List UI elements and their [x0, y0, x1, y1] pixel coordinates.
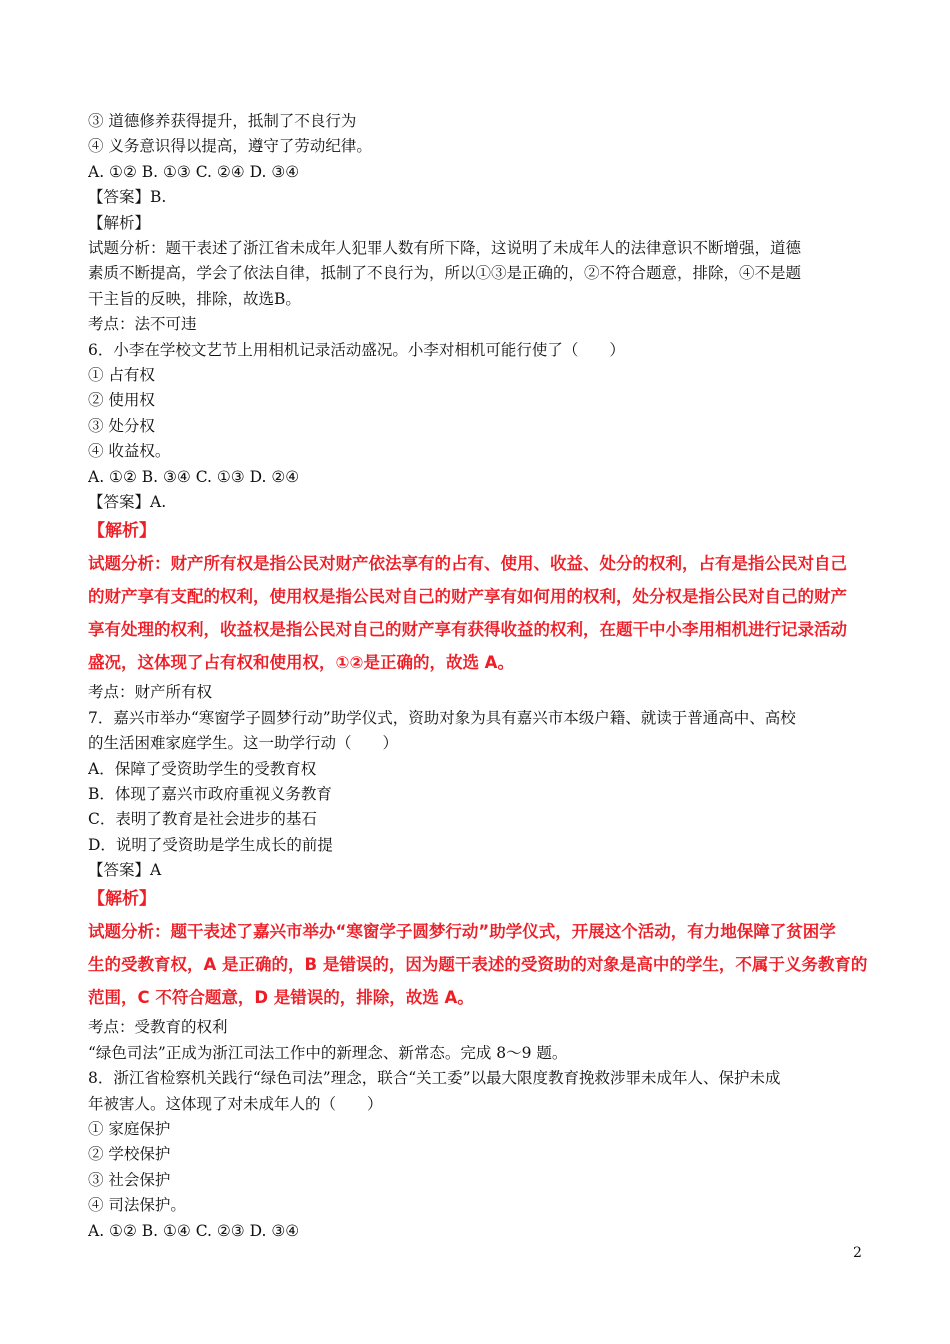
- q6-option-3: ③ 处分权: [88, 416, 155, 435]
- q6-option-4: ④ 收益权。: [88, 442, 171, 461]
- q6-analysis-line: 试题分析：财产所有权是指公民对财产依法享有的占有、使用、收益、处分的权利，占有是指公民对自己: [88, 554, 847, 574]
- q8-stem: [88, 1066, 868, 1117]
- group-intro: “绿色司法”正成为浙江司法工作中的新理念、新常态。完成 8～9 题。: [88, 1043, 568, 1062]
- q8-option-3: ③ 社会保护: [88, 1170, 171, 1189]
- q6-choices: A. ①② B. ③④ C. ①③ D. ②④: [88, 467, 300, 486]
- q8-option-1: ① 家庭保护: [88, 1120, 171, 1139]
- q5-knowledge-point: 考点：法不可违: [88, 315, 197, 334]
- q7-stem: [88, 706, 868, 757]
- q6-answer: 【答案】A.: [88, 492, 167, 511]
- q7-knowledge-point: 考点：受教育的权利: [88, 1018, 228, 1037]
- q5-choices: A. ①② B. ①③ C. ②④ D. ③④: [88, 162, 300, 181]
- q5-analysis-line: 干主旨的反映，排除，故选B。: [88, 289, 301, 308]
- q8-option-2: ② 学校保护: [88, 1145, 171, 1164]
- q7-analysis-heading: 【解析】: [88, 889, 156, 910]
- q5-option-3: ③ 道德修养获得提升，抵制了不良行为: [88, 112, 357, 130]
- q7-option-b: B．体现了嘉兴市政府重视义务教育: [88, 784, 332, 803]
- q5-analysis-line: 素质不断提高，学会了依法自律，抵制了不良行为，所以①③是正确的，②不符合题意，排除，④不是题: [88, 264, 802, 283]
- q7-option-d: D．说明了受资助是学生成长的前提: [88, 835, 333, 854]
- q7-option-c: C．表明了教育是社会进步的基石: [88, 810, 317, 829]
- q7-stem-line: 7．嘉兴市举办“寒窗学子圆梦行动”助学仪式，资助对象为具有嘉兴市本级户籍、就读于普通高中、高校: [88, 708, 796, 727]
- q8-option-4: ④ 司法保护。: [88, 1196, 186, 1215]
- q6-analysis-heading: 【解析】: [88, 521, 156, 542]
- q8-stem-line: 8．浙江省检察机关践行“绿色司法”理念，联合“关工委”以最大限度教育挽救涉罪未成年人、保护未成: [88, 1069, 781, 1088]
- page-number: 2: [853, 1245, 862, 1261]
- q5-analysis-line: 试题分析：题干表述了浙江省未成年人犯罪人数有所下降，这说明了未成年人的法律意识不断增强，道德: [88, 238, 802, 257]
- q7-analysis-line: 生的受教育权，A 是正确的，B 是错误的，因为题干表述的受资助的对象是高中的学生，不属于义务教育的: [88, 955, 868, 975]
- q6-option-2: ② 使用权: [88, 391, 155, 410]
- q7-analysis-line: 试题分析：题干表述了嘉兴市举办“寒窗学子圆梦行动”助学仪式，开展这个活动，有力地保障了贫困学: [88, 922, 836, 942]
- q7-answer: 【答案】A: [88, 861, 162, 880]
- q6-option-1: ① 占有权: [88, 365, 155, 384]
- q5-answer: 【答案】B.: [88, 188, 167, 207]
- q6-knowledge-point: 考点：财产所有权: [88, 683, 213, 702]
- q8-stem-line: 年被害人。这体现了对未成年人的（ ）: [88, 1094, 383, 1113]
- q6-analysis-line: 的财产享有支配的权利，使用权是指公民对自己的财产享有如何用的权利，处分权是指公民对自己的财产: [88, 587, 847, 607]
- q5-analysis: [88, 236, 868, 312]
- q8-choices: A. ①② B. ①④ C. ②③ D. ③④: [88, 1221, 300, 1240]
- q6-analysis: [88, 547, 868, 679]
- q7-stem-line: 的生活困难家庭学生。这一助学行动（ ）: [88, 734, 399, 753]
- q5-option-4: ④ 义务意识得以提高，遵守了劳动纪律。: [88, 137, 372, 156]
- q6-stem: 6．小李在学校文艺节上用相机记录活动盛况。小李对相机可能行使了（ ）: [88, 340, 625, 359]
- q5-analysis-heading: 【解析】: [88, 213, 151, 232]
- q6-analysis-line: 享有处理的权利，收益权是指公民对自己的财产享有获得收益的权利，在题干中小李用相机进行记录活动: [88, 620, 847, 640]
- q7-analysis: [88, 915, 868, 1014]
- page-content: [88, 109, 868, 1244]
- q6-analysis-line: 盛况，这体现了占有权和使用权，①②是正确的，故选 A。: [88, 653, 514, 673]
- q7-analysis-line: 范围，C 不符合题意，D 是错误的，排除，故选 A。: [88, 988, 474, 1008]
- q7-option-a: A．保障了受资助学生的受教育权: [88, 759, 317, 778]
